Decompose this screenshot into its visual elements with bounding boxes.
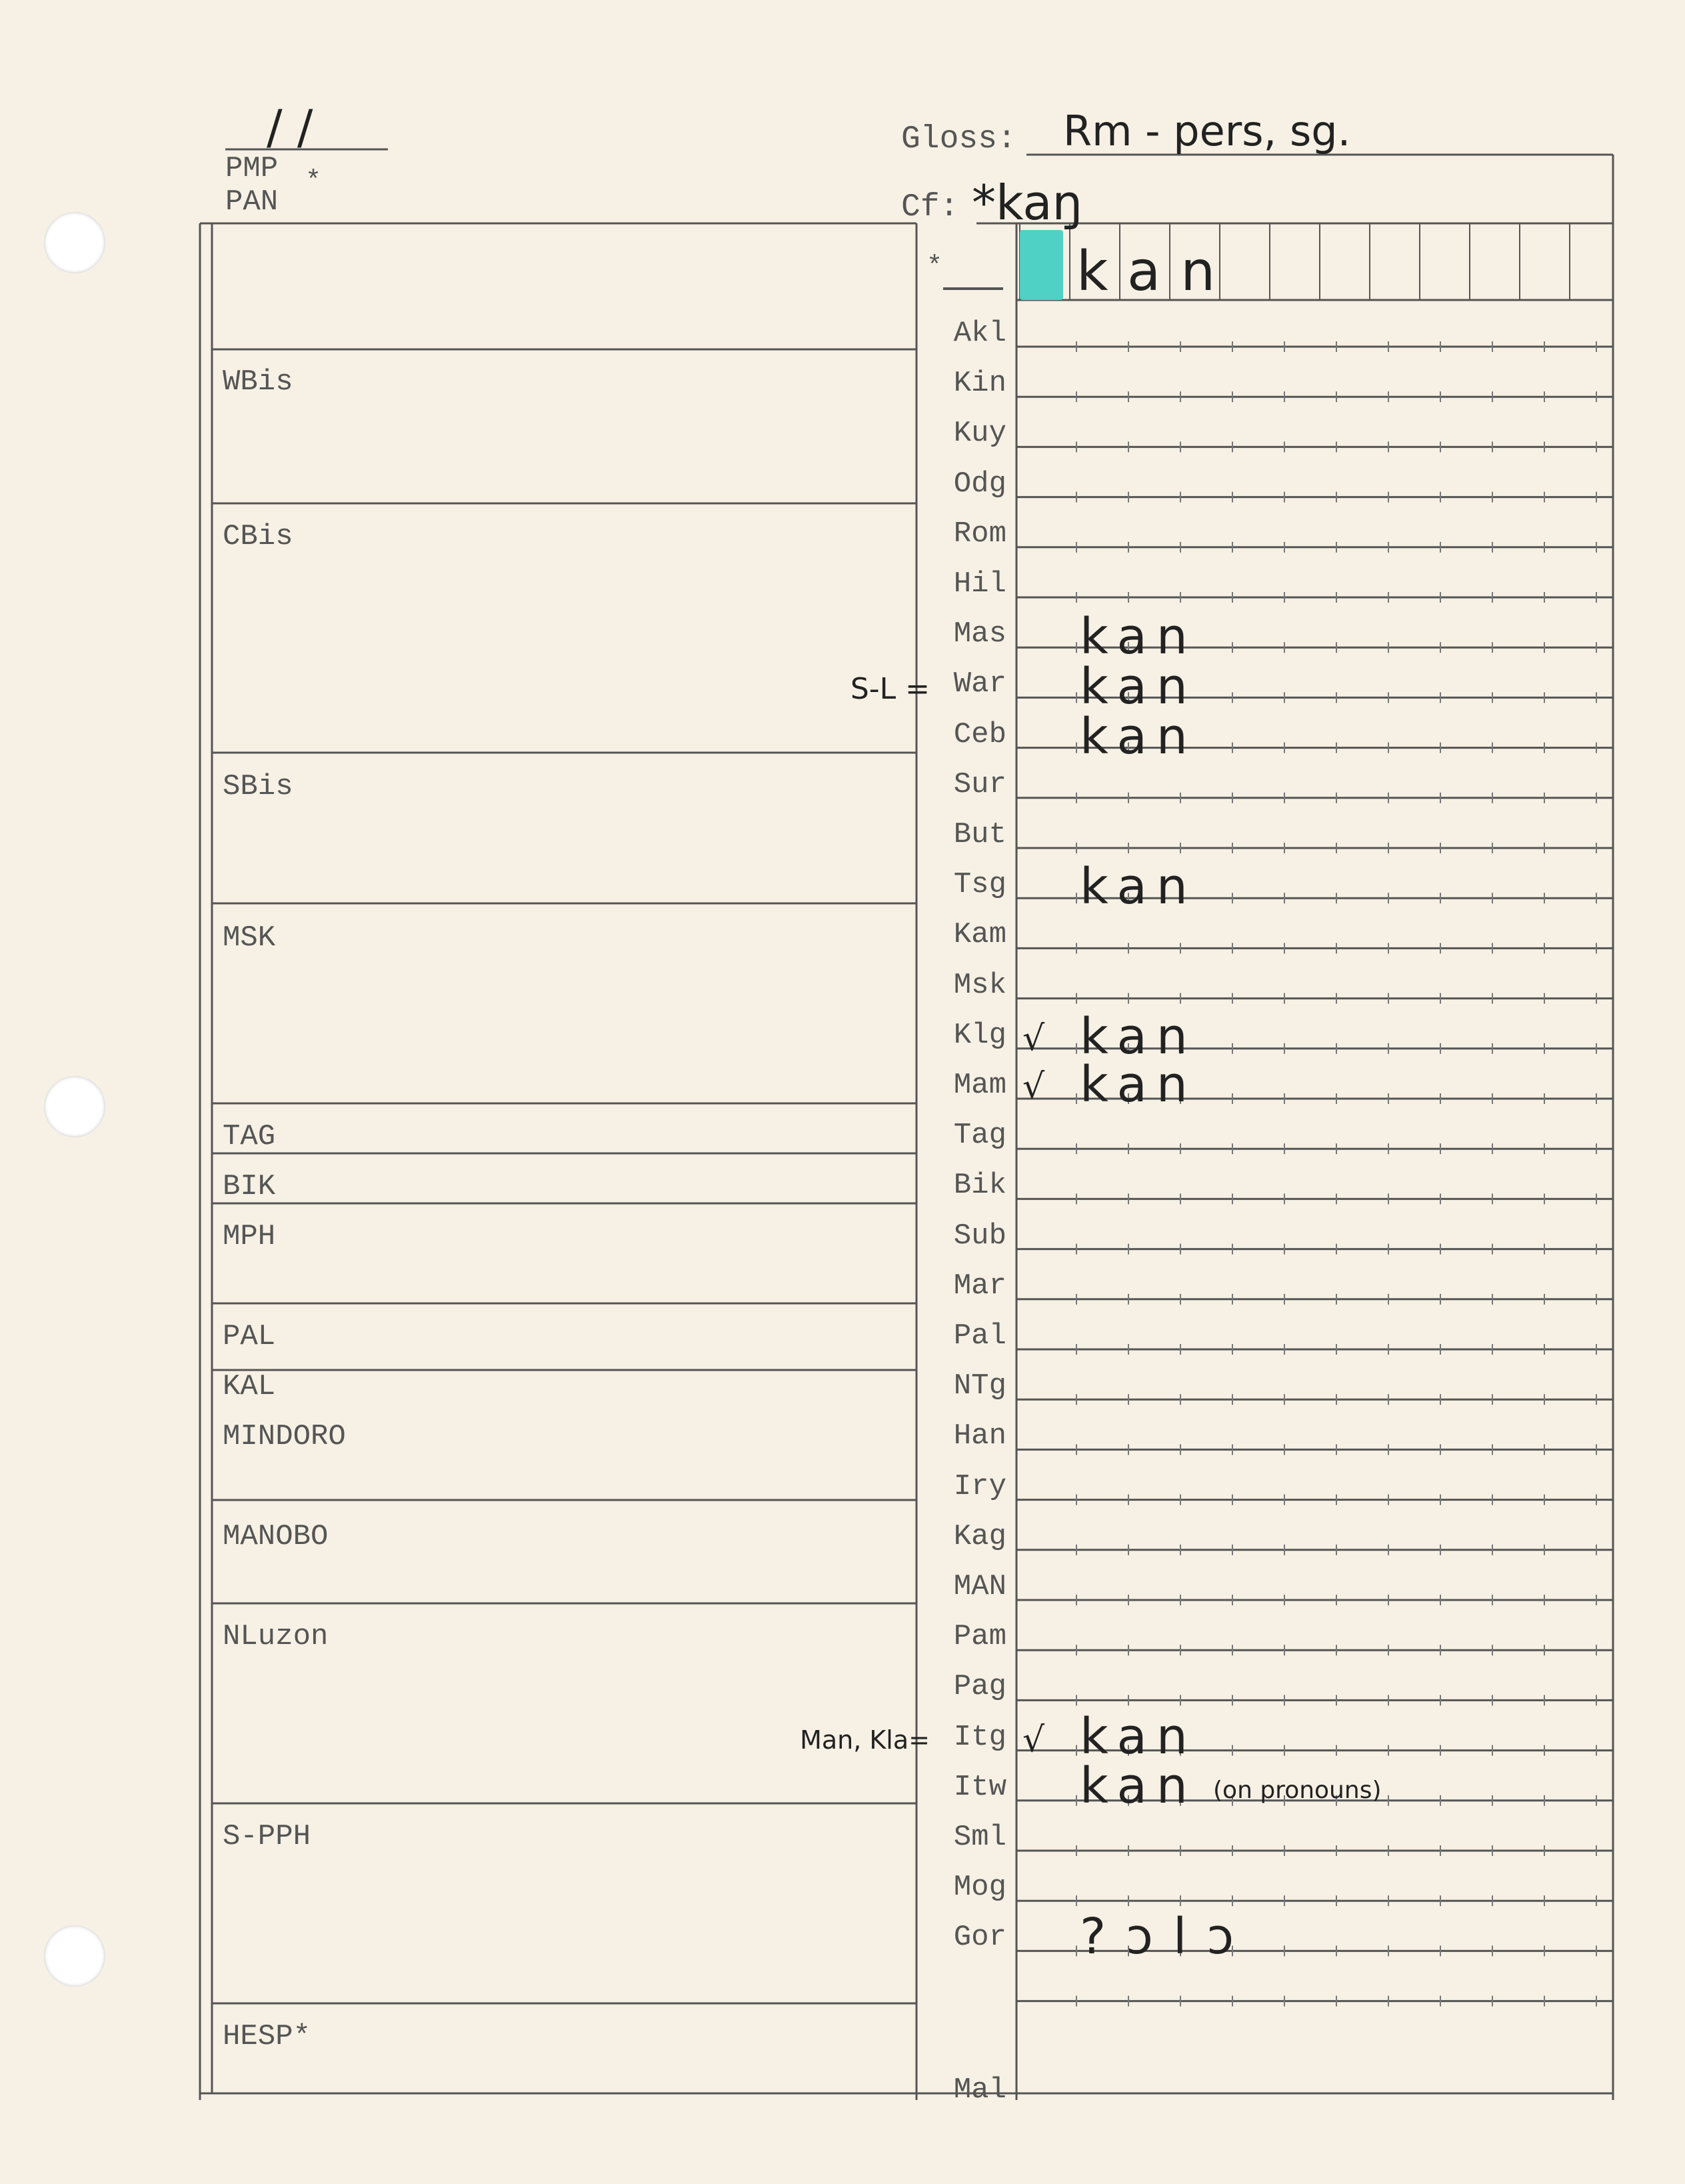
language-abbr: Sub bbox=[953, 1219, 1006, 1253]
group-label: MINDORO bbox=[223, 1420, 346, 1453]
language-abbr: Han bbox=[953, 1419, 1006, 1453]
language-abbr: Kag bbox=[953, 1519, 1006, 1553]
language-abbr: But bbox=[953, 818, 1006, 851]
language-abbr: Gor bbox=[953, 1921, 1006, 1955]
check-mam: √ bbox=[1022, 1067, 1045, 1107]
language-abbr: Tag bbox=[953, 1119, 1006, 1153]
language-abbr: MAN bbox=[953, 1570, 1006, 1603]
language-abbr: Mog bbox=[953, 1871, 1006, 1905]
check-itg: √ bbox=[1022, 1720, 1045, 1760]
entry-mas: kan bbox=[1080, 608, 1197, 665]
group-label: MPH bbox=[223, 1220, 276, 1253]
language-abbr: Bik bbox=[953, 1169, 1006, 1203]
pmp-label: PMP bbox=[225, 152, 279, 185]
language-abbr: Tsg bbox=[953, 868, 1006, 902]
language-abbr: Kuy bbox=[953, 417, 1006, 451]
highlight-mark bbox=[1020, 230, 1063, 300]
entry-war: kan bbox=[1080, 658, 1197, 715]
group-label: CBis bbox=[223, 520, 293, 553]
group-label: MANOBO bbox=[223, 1520, 329, 1553]
check-klg: √ bbox=[1022, 1019, 1045, 1059]
group-label: BIK bbox=[223, 1170, 276, 1203]
gloss-value: Rm - pers, sg. bbox=[1063, 107, 1351, 155]
language-abbr: Kin bbox=[953, 367, 1006, 401]
star-row-entry: kan bbox=[1076, 240, 1236, 303]
language-abbr: Sml bbox=[953, 1821, 1006, 1854]
language-abbr: Kam bbox=[953, 918, 1006, 952]
language-abbr: Sur bbox=[953, 767, 1006, 801]
language-abbr: Ceb bbox=[953, 717, 1006, 751]
language-abbr: War bbox=[953, 667, 1006, 701]
note-itg: Man, Kla= bbox=[800, 1725, 930, 1755]
entry-tsg: kan bbox=[1080, 858, 1197, 915]
pmp-star: * bbox=[305, 167, 322, 197]
language-abbr: Iry bbox=[953, 1469, 1006, 1503]
cf-label: Cf: bbox=[901, 189, 959, 225]
date-line: / / bbox=[267, 100, 313, 155]
language-abbr: Odg bbox=[953, 467, 1006, 501]
language-abbr: NTg bbox=[953, 1369, 1006, 1403]
group-label: PAL bbox=[223, 1320, 276, 1353]
entry-gor: ?ɔlɔ bbox=[1080, 1908, 1254, 1965]
pan-label: PAN bbox=[225, 185, 279, 219]
star-row-label: * bbox=[926, 252, 943, 282]
group-label: MSK bbox=[223, 921, 276, 955]
language-abbr: Rom bbox=[953, 517, 1006, 551]
language-abbr: Itg bbox=[953, 1720, 1006, 1754]
gloss-label: Gloss: bbox=[901, 121, 1016, 157]
note-war: S-L = bbox=[850, 672, 930, 706]
entry-itg: kan bbox=[1080, 1708, 1197, 1765]
language-abbr: Pal bbox=[953, 1319, 1006, 1353]
language-abbr: Itw bbox=[953, 1770, 1006, 1804]
language-abbr: Msk bbox=[953, 968, 1006, 1002]
cf-value: *kaŋ bbox=[972, 175, 1083, 231]
group-label: KAL bbox=[223, 1370, 276, 1403]
language-abbr: Hil bbox=[953, 567, 1006, 601]
group-label: S-PPH bbox=[223, 1820, 311, 1853]
language-abbr: Akl bbox=[953, 317, 1006, 350]
language-abbr: Mar bbox=[953, 1269, 1006, 1303]
group-label: SBis bbox=[223, 770, 293, 803]
group-label: TAG bbox=[223, 1120, 276, 1153]
group-label: WBis bbox=[223, 365, 293, 399]
language-abbr: Mal bbox=[953, 2073, 1006, 2107]
language-abbr: Klg bbox=[953, 1018, 1006, 1052]
language-abbr: Mas bbox=[953, 617, 1006, 651]
entry-mam: kan bbox=[1080, 1056, 1197, 1113]
language-abbr: Mam bbox=[953, 1069, 1006, 1102]
group-label: NLuzon bbox=[223, 1620, 329, 1653]
language-abbr: Pag bbox=[953, 1670, 1006, 1704]
entry-klg: kan bbox=[1080, 1008, 1197, 1065]
language-abbr: Pam bbox=[953, 1620, 1006, 1654]
entry-ceb: kan bbox=[1080, 708, 1197, 765]
entry-itw-note: (on pronouns) bbox=[1213, 1777, 1382, 1804]
group-label: HESP* bbox=[223, 2020, 311, 2053]
entry-itw: kan bbox=[1080, 1757, 1197, 1815]
